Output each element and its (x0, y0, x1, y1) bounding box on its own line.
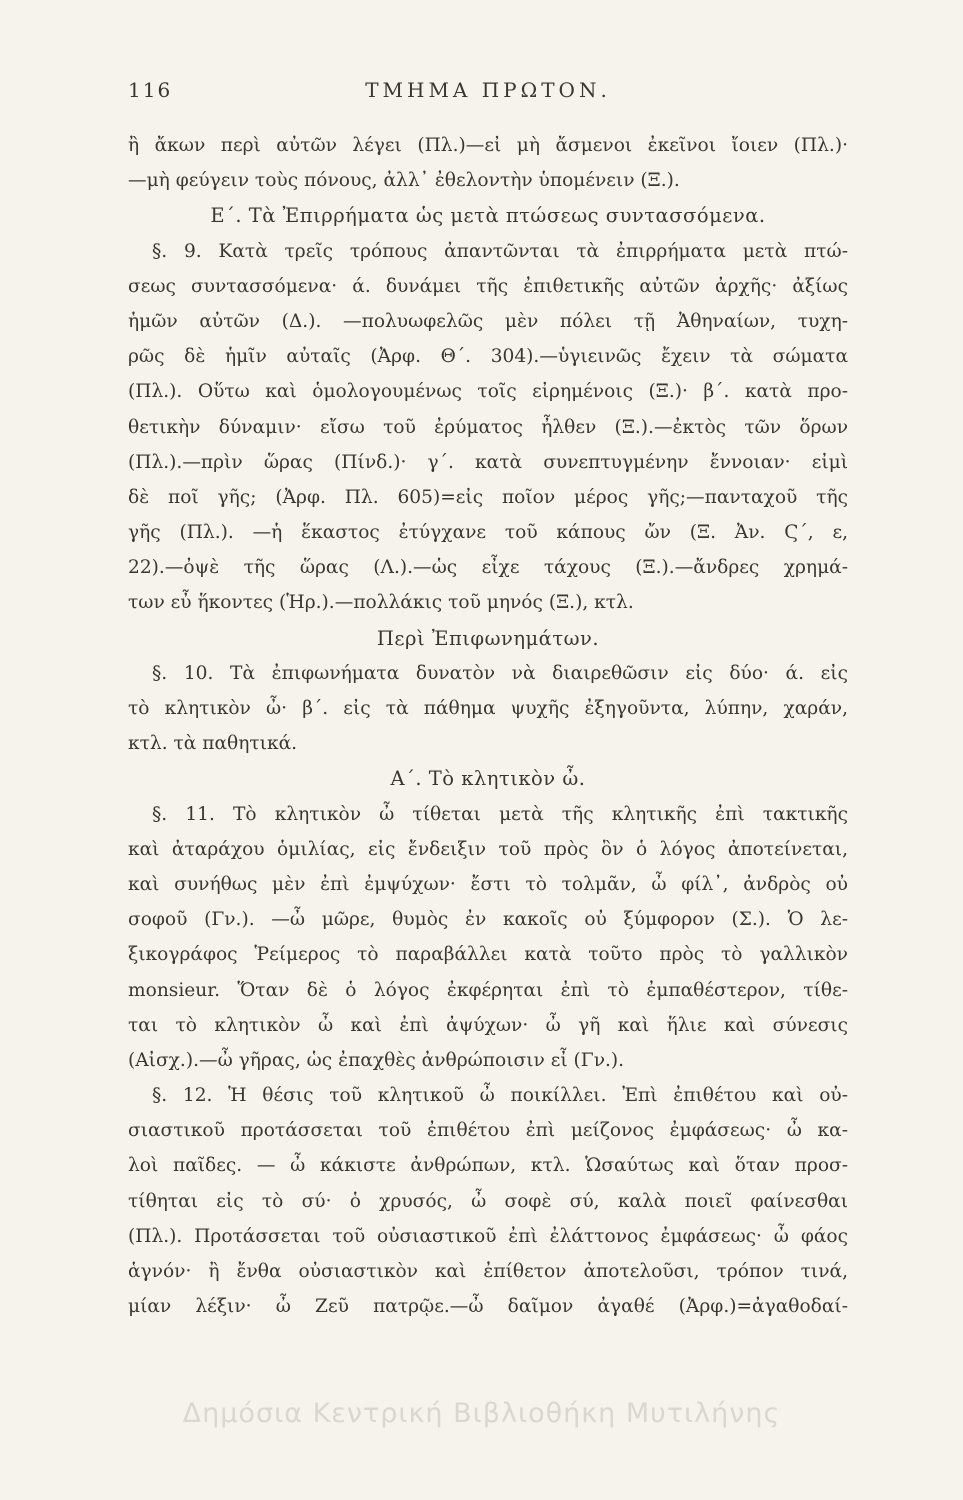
text-line: (Αἰσχ.).—ὦ γῆρας, ὡς ἐπαχθὲς ἀνθρώποισιν εἶ (Γν.). (128, 1049, 625, 1071)
section-heading: Ε΄. Τὰ Ἐπιρρήματα ὡς μετὰ πτώσεως συντασσόμενα. (210, 204, 766, 228)
text-line: τὸ κλητικὸν ὦ· β΄. εἰς τὰ πάθημα ψυχῆς ἐξηγοῦντα, λύπην, χαράν, (128, 698, 848, 719)
text-line: δὲ ποῖ γῆς; (Ἀρφ. Πλ. 605)=εἰς ποῖον μέρος γῆς;—πανταχοῦ τῆς (128, 486, 848, 508)
body-text (128, 128, 848, 1324)
text-line: ἁγνόν· ἢ ἔνθα οὐσιαστικὸν καὶ ἐπίθετον ἀποτελοῦσι, τρόπον τινά, (128, 1261, 848, 1282)
text-line: κτλ. τὰ παθητικά. (128, 733, 298, 755)
text-line: μίαν λέξιν· ὦ Ζεῦ πατρῷε.—ὦ δαῖμον ἀγαθέ (Ἀρφ.)=ἀγαθοδαί- (128, 1296, 848, 1318)
text-line: σεως συντασσόμενα· ά. δυνάμει τῆς ἐπιθετικῆς αὐτῶν ἀρχῆς· ἀξίως (128, 275, 848, 297)
text-line: (Πλ.).—πρὶν ὥρας (Πίνδ.)· γ΄. κατὰ συνεπτυγμένην ἔννοιαν· εἰμὶ (128, 451, 848, 473)
text-line: —μὴ φεύγειν τοὺς πόνους, ἀλλ᾽ ἐθελοντὴν ὑπομένειν (Ξ.). (128, 170, 680, 192)
text-line: καὶ συνήθως μὲν ἐπὶ ἐμψύχων· ἔστι τὸ τολμᾶν, ὦ φίλ᾽, ἀνδρὸς οὐ (128, 873, 848, 895)
section-heading: Περὶ Ἐπιφωνημάτων. (376, 626, 600, 650)
text-line: §. 12. Ἡ θέσις τοῦ κλητικοῦ ὦ ποικίλλει. Ἐπὶ ἐπιθέτου καὶ οὐ- (152, 1085, 848, 1107)
text-line: ξικογράφος Ῥείμερος τὸ παραβάλλει κατὰ τοῦτο πρὸς τὸ γαλλικὸν (128, 944, 848, 966)
text-line: σιαστικοῦ προτάσσεται τοῦ ἐπιθέτου ἐπὶ μείζονος ἐμφάσεως· ὦ κα- (128, 1120, 848, 1142)
text-line: §. 10. Τὰ ἐπιφωνήματα δυνατὸν νὰ διαιρεθῶσιν εἰς δύο· ά. εἰς (152, 662, 848, 684)
text-line: (Πλ.). Προτάσσεται τοῦ οὐσιαστικοῦ ἐπὶ ἐλάττονος ἐμφάσεως· ὦ φάος (128, 1225, 848, 1247)
text-line: (Πλ.). Οὕτω καὶ ὁμολογουμένως τοῖς εἰρημένοις (Ξ.)· β΄. κατὰ προ- (128, 381, 848, 403)
library-watermark: Δημόσια Κεντρική Βιβλιοθήκη Μυτιλήνης (182, 1398, 781, 1429)
text-line: σοφοῦ (Γν.). —ὦ μῶρε, θυμὸς ἐν κακοῖς οὐ ξύμφορον (Σ.). Ὁ λε- (128, 909, 848, 931)
text-line: ρῶς δὲ ἡμῖν αὐταῖς (Ἀρφ. Θ΄. 304).—ὑγιεινῶς ἔχειν τὰ σώματα (128, 346, 848, 368)
text-line: των εὖ ἥκοντες (Ἡρ.).—πολλάκις τοῦ μηνός (Ξ.), κτλ. (128, 592, 634, 614)
text-line: 22).—ὀψὲ τῆς ὥρας (Λ.).—ὡς εἶχε τάχους (Ξ.).—ἄνδρες χρημά- (128, 557, 848, 579)
page-number: 116 (128, 78, 173, 102)
text-line: γῆς (Πλ.). —ἡ ἕκαστος ἐτύγχανε τοῦ κάπους ὤν (Ξ. Ἀν. Ϛ΄, ε, (128, 522, 848, 544)
text-line: §. 11. Τὸ κλητικὸν ὦ τίθεται μετὰ τῆς κλητικῆς ἐπὶ τακτικῆς (152, 803, 848, 825)
running-head: ΤΜΗΜΑ ΠΡΩΤΟΝ. (365, 78, 611, 102)
text-line: ἢ ἄκων περὶ αὐτῶν λέγει (Πλ.)—εἰ μὴ ἄσμενοι ἐκεῖνοι ἴοιεν (Πλ.)· (128, 135, 848, 156)
text-line: θετικὴν δύναμιν· εἴσω τοῦ ἐρύματος ἦλθεν (Ξ.).—ἐκτὸς τῶν ὅρων (128, 416, 848, 438)
text-line: ται τὸ κλητικὸν ὦ καὶ ἐπὶ ἀψύχων· ὦ γῆ καὶ ἥλιε καὶ σύνεσις (128, 1014, 848, 1036)
section-heading: Α΄. Τὸ κλητικὸν ὦ. (390, 767, 586, 791)
text-line: §. 9. Κατὰ τρεῖς τρόπους ἀπαντῶνται τὰ ἐπιρρήματα μετὰ πτώ- (152, 240, 848, 262)
page-header (128, 78, 848, 118)
text-line: λοὶ παῖδες. — ὦ κάκιστε ἀνθρώπων, κτλ. Ὡσαύτως καὶ ὅταν προσ- (128, 1155, 848, 1177)
text-line: monsieur. Ὅταν δὲ ὁ λόγος ἐκφέρηται ἐπὶ τὸ ἐμπαθέστερον, τίθε- (128, 979, 848, 1001)
text-line: καὶ ἀταράχου ὁμιλίας, εἰς ἔνδειξιν τοῦ πρὸς ὃν ὁ λόγος ἀποτείνεται, (128, 838, 848, 860)
text-line: ἡμῶν αὐτῶν (Δ.). —πολυωφελῶς μὲν πόλει τῇ Ἀθηναίων, τυχη- (128, 310, 848, 332)
text-line: τίθηται εἰς τὸ σύ· ὁ χρυσός, ὦ σοφὲ σύ, καλὰ ποιεῖ φαίνεσθαι (128, 1190, 848, 1212)
